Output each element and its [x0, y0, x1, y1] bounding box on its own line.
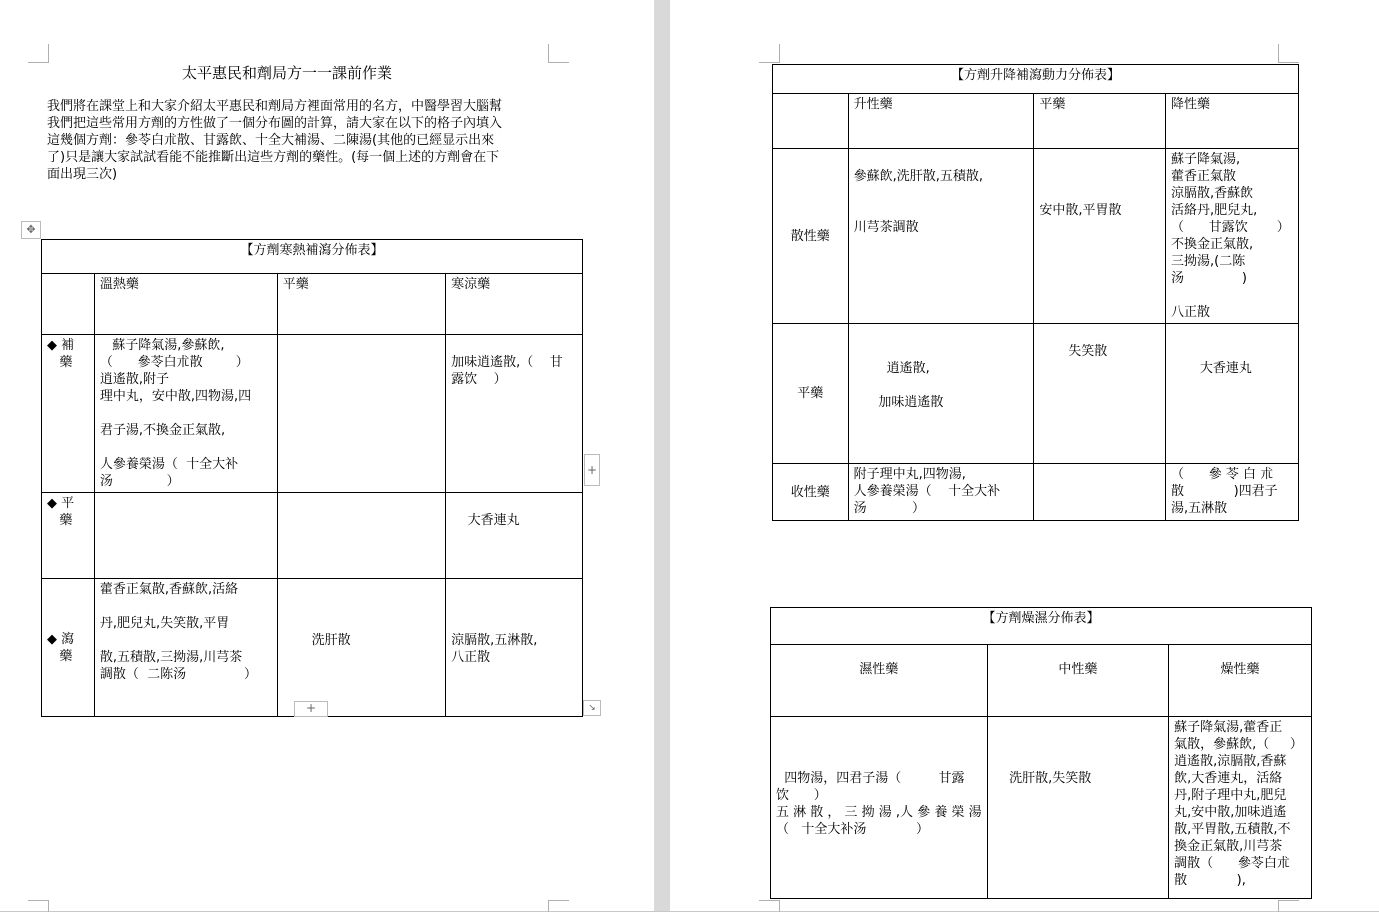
- column-header[interactable]: 濕性藥: [771, 645, 988, 717]
- margin-corner-mark: [1278, 44, 1299, 63]
- table-move-icon[interactable]: ✥: [21, 221, 41, 239]
- table-cell[interactable]: 大香連丸: [446, 493, 583, 579]
- margin-corner-mark: [548, 900, 569, 912]
- table-cell[interactable]: 洗肝散: [277, 579, 445, 717]
- table-cell[interactable]: 失笑散: [1034, 324, 1166, 464]
- table-cell[interactable]: 加味逍遙散,（ 甘 露饮 ）: [446, 335, 583, 493]
- table-title: 【方劑燥濕分佈表】: [771, 608, 1312, 645]
- column-header[interactable]: 降性藥: [1166, 94, 1299, 149]
- page-2: [670, 0, 1379, 911]
- row-label[interactable]: 平藥: [773, 324, 849, 464]
- column-header[interactable]: 平藥: [277, 274, 445, 335]
- margin-corner-mark: [1278, 900, 1299, 912]
- margin-corner-mark: [28, 900, 49, 912]
- row-label[interactable]: ◆ 平 藥: [42, 493, 95, 579]
- table-cell[interactable]: 洗肝散,失笑散: [987, 717, 1168, 899]
- table-cell[interactable]: [42, 274, 95, 335]
- table-cell[interactable]: 安中散,平胃散: [1034, 149, 1166, 324]
- column-header[interactable]: 寒涼藥: [446, 274, 583, 335]
- table-cell[interactable]: [277, 493, 445, 579]
- table-title: 【方劑寒熱補瀉分佈表】: [42, 240, 583, 274]
- row-label[interactable]: 收性藥: [773, 464, 849, 521]
- row-label[interactable]: 散性藥: [773, 149, 849, 324]
- table-resize-icon[interactable]: ↘: [583, 700, 601, 716]
- table-cell[interactable]: [94, 493, 277, 579]
- column-header[interactable]: 溫熱藥: [94, 274, 277, 335]
- column-header[interactable]: 升性藥: [848, 94, 1034, 149]
- table-cell[interactable]: 蘇子降氣湯, 藿香正氣散 涼膈散,香蘇飲 活絡丹,肥兒丸, （ 甘露饮 ） 不換金正氣散, 三拗湯,(二陈 汤 ) 八正散: [1166, 149, 1299, 324]
- table-cell[interactable]: 附子理中丸,四物湯, 人參養榮湯（ 十全大补 汤 ）: [848, 464, 1034, 521]
- table-cell[interactable]: 涼膈散,五淋散, 八正散: [446, 579, 583, 717]
- table-cell[interactable]: [1034, 464, 1166, 521]
- table-cell[interactable]: 藿香正氣散,香蘇飲,活絡 丹,肥兒丸,失笑散,平胃 散,五積散,三拗湯,川芎茶 調散（ 二陈汤 ）: [94, 579, 277, 717]
- add-column-button[interactable]: +: [584, 454, 600, 486]
- intro-paragraph: 我們將在課堂上和大家介紹太平惠民和劑局方裡面常用的名方，中醫學習大腦幫 我們把這些常用方劑的方性做了一個分布圖的計算，請大家在以下的格子內填入 這幾個方劑：參苓白朮散、甘露飲、十全大補湯、二陳湯(其他的已經显示出來 了)只是讓大家試試看能不能推斷出這些方劑的藥性。(每一個上述的方劑會在下 面出現三次): [47, 99, 503, 182]
- row-label[interactable]: ◆ 補 藥: [42, 335, 95, 493]
- table-cold-heat: [41, 239, 583, 717]
- page-1: [0, 0, 654, 911]
- column-header[interactable]: 平藥: [1034, 94, 1166, 149]
- margin-corner-mark: [759, 900, 780, 912]
- table-cell[interactable]: [773, 94, 849, 149]
- margin-corner-mark: [548, 44, 569, 63]
- table-cell[interactable]: 四物湯，四君子湯（ 甘露 饮 ） 五 淋 散 ， 三 拗 湯 ,人 參 養 榮 湯 （ 十全大补汤 ）: [771, 717, 988, 899]
- page-gap: [654, 0, 670, 911]
- column-header[interactable]: 中性藥: [987, 645, 1168, 717]
- table-cell[interactable]: 逍遙散, 加味逍遙散: [848, 324, 1034, 464]
- table-cell[interactable]: （ 參 苓 白 朮 散 )四君子 湯,五淋散: [1166, 464, 1299, 521]
- margin-corner-mark: [759, 44, 780, 63]
- table-cell[interactable]: [277, 335, 445, 493]
- table-cell[interactable]: 大香連丸: [1166, 324, 1299, 464]
- margin-corner-mark: [28, 44, 49, 63]
- table-cell[interactable]: 參蘇飲,洗肝散,五積散, 川芎茶調散: [848, 149, 1034, 324]
- table-ascend-descend: [772, 64, 1299, 521]
- table-cell[interactable]: 蘇子降氣湯,藿香正 氣散，參蘇飲,（ ） 逍遙散,涼膈散,香蘇 飲,大香連丸，活絡 丹,附子理中丸,肥兒 丸,安中散,加味逍遙 散,平胃散,五積散,不 換金正氣散,川芎茶 調散（ 參苓白朮 散 ),: [1169, 717, 1312, 899]
- table-cell[interactable]: 蘇子降氣湯,參蘇飲, （ 參苓白朮散 ） 逍遙散,附子 理中丸，安中散,四物湯,四 君子湯,不換金正氣散, 人參養榮湯（ 十全大补 汤 ）: [94, 335, 277, 493]
- document-title: 太平惠民和劑局方一一課前作業: [181, 64, 392, 82]
- table-title: 【方劑升降補瀉動力分佈表】: [773, 65, 1299, 94]
- table-dry-damp: [770, 607, 1312, 899]
- row-label[interactable]: ◆ 瀉 藥: [42, 579, 95, 717]
- add-row-button[interactable]: +: [294, 701, 328, 717]
- column-header[interactable]: 燥性藥: [1169, 645, 1312, 717]
